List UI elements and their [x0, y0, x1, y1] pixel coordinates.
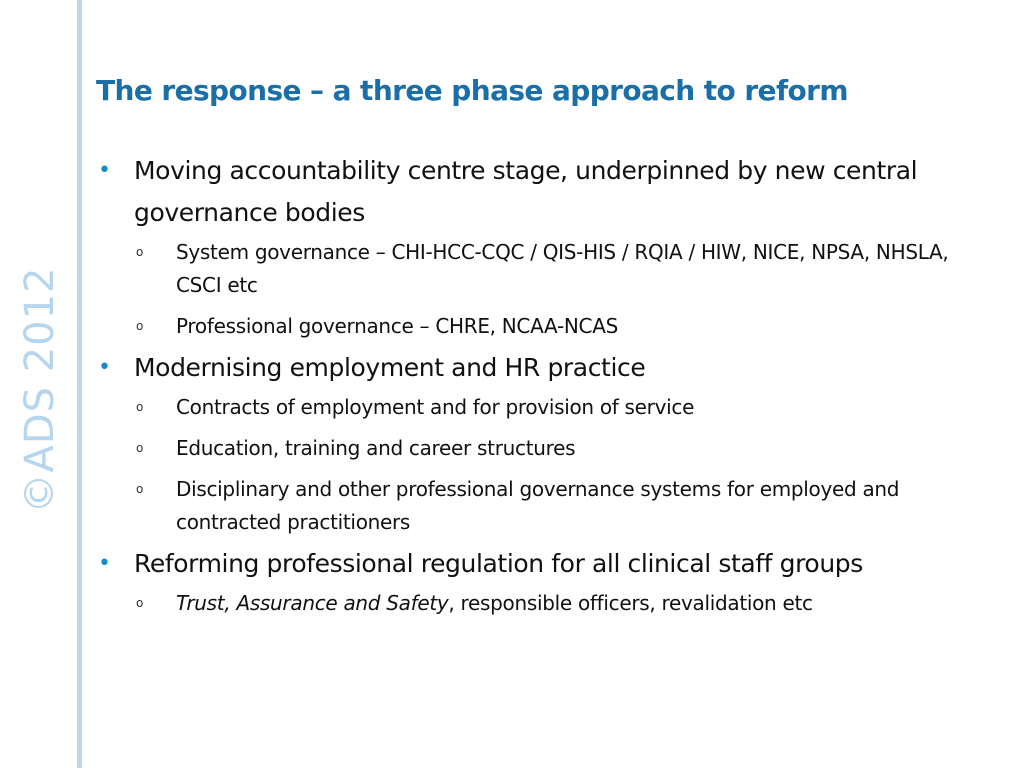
- bullet-dot-icon: •: [98, 551, 111, 576]
- sub-bullet-circle-icon: o: [136, 596, 144, 610]
- sub-bullet-text: Education, training and career structures: [176, 436, 576, 460]
- bullet-dot-icon: •: [98, 355, 111, 380]
- sub-bullet-item: [96, 587, 996, 620]
- bullet-text: Moving accountability centre stage, underpinned by new central governance bodies: [134, 156, 918, 227]
- bullet-item: [96, 347, 996, 389]
- sub-bullet-text: Disciplinary and other professional governance systems for employed and contracted practitioners: [176, 477, 900, 534]
- copyright-watermark: ©ADS 2012: [17, 266, 63, 514]
- sub-bullet-item: [96, 391, 996, 424]
- bullet-text: Modernising employment and HR practice: [134, 353, 646, 382]
- sub-bullet-text: System governance – CHI-HCC-CQC / QIS-HIS / RQIA / HIW, NICE, NPSA, NHSLA, CSCI etc: [176, 240, 949, 297]
- bullet-text: Reforming professional regulation for all clinical staff groups: [134, 549, 863, 578]
- bullet-list: [96, 150, 996, 624]
- sub-bullet-circle-icon: o: [136, 482, 144, 496]
- sub-bullet-text: [176, 591, 813, 615]
- bullet-item: [96, 150, 996, 234]
- sub-bullet-circle-icon: o: [136, 441, 144, 455]
- sub-bullet-item: [96, 432, 996, 465]
- sub-bullet-rest: , responsible officers, revalidation etc: [448, 591, 813, 615]
- slide-title: The response – a three phase approach to reform: [96, 74, 848, 107]
- sub-bullet-item: [96, 236, 996, 302]
- sub-bullet-item: [96, 310, 996, 343]
- sub-bullet-item: [96, 473, 996, 539]
- sub-bullet-circle-icon: o: [136, 319, 144, 333]
- publication-title: Trust, Assurance and Safety: [176, 591, 449, 615]
- bullet-dot-icon: •: [98, 158, 111, 183]
- sub-bullet-circle-icon: o: [136, 245, 144, 259]
- sub-bullet-circle-icon: o: [136, 400, 144, 414]
- sub-bullet-text: Professional governance – CHRE, NCAA-NCAS: [176, 314, 618, 338]
- bullet-item: [96, 543, 996, 585]
- side-rule: [77, 0, 82, 768]
- sub-bullet-text: Contracts of employment and for provision of service: [176, 395, 695, 419]
